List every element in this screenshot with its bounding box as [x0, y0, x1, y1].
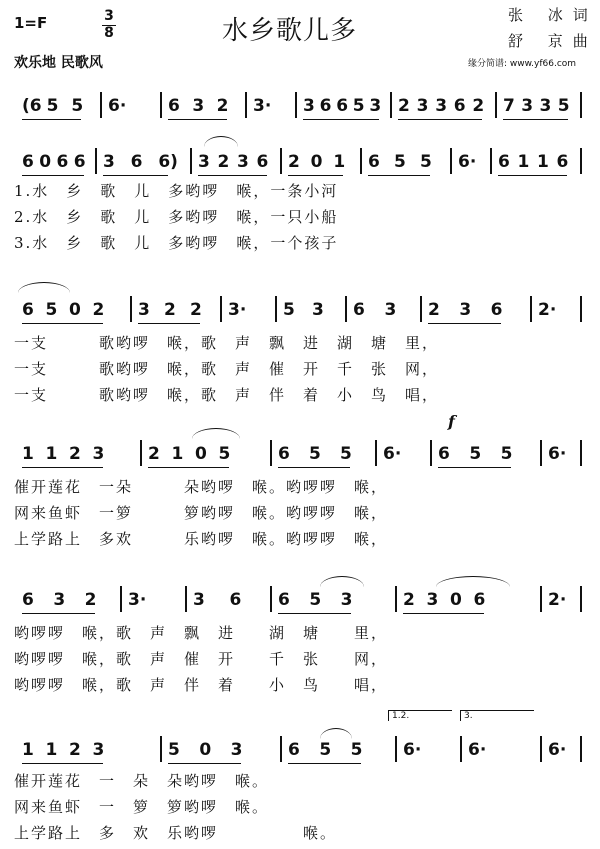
note: 3 — [459, 300, 472, 320]
note: 5 — [218, 444, 231, 464]
key-signature: 1=F — [14, 14, 48, 32]
bar-line — [495, 92, 497, 118]
beam-line — [164, 323, 200, 324]
bar-line — [395, 586, 397, 612]
lyric-line: 一支 歌哟啰 喉，歌 声 伴 着 小 鸟 唱， — [14, 386, 440, 404]
note: 5 — [319, 740, 332, 760]
lyric-line: 网来鱼虾 一箩 箩哟啰 喉。哟啰啰 喉， — [14, 504, 389, 522]
bar-line — [580, 440, 582, 466]
lyric-block — [14, 770, 590, 848]
note: 2 — [69, 444, 81, 464]
note: 2 — [190, 300, 202, 320]
bar-line — [295, 92, 297, 118]
bar-line — [580, 92, 582, 118]
note: 6· — [108, 96, 127, 116]
song-title: 水乡歌儿多 — [222, 16, 358, 46]
note: 3 — [435, 96, 448, 116]
note: 6· — [468, 740, 487, 760]
bar-line — [540, 586, 542, 612]
slur-mark — [436, 576, 510, 587]
bar-line — [270, 440, 272, 466]
note: 6 — [278, 590, 290, 610]
note: 2 — [288, 152, 300, 172]
note: 5 — [71, 96, 84, 116]
note: 3 — [138, 300, 150, 320]
beam-line — [459, 323, 500, 324]
lyric-line: 哟啰啰 喉，歌 声 伴 着 小 鸟 唱， — [14, 676, 389, 694]
note: 5 — [557, 96, 570, 116]
note: 6 — [473, 590, 486, 610]
beam-line — [131, 175, 169, 176]
beam-line — [469, 467, 510, 468]
note: 3 — [539, 96, 552, 116]
note: 1 — [22, 740, 34, 760]
note: (6 — [22, 96, 42, 116]
note: 0 — [39, 152, 52, 172]
bar-line — [345, 296, 347, 322]
note: 3 — [92, 740, 105, 760]
note: 3 — [384, 300, 397, 320]
slur-mark — [18, 282, 70, 293]
lyric-line: 上学路上 多欢 乐哟啰 喉。哟啰啰 喉， — [14, 530, 389, 548]
time-signature: 3 8 — [102, 9, 116, 41]
note: 3· — [253, 96, 272, 116]
note: 3 — [193, 590, 205, 610]
lyric-line: 催开莲花 一朵 朵哟啰 喉。哟啰啰 喉， — [14, 478, 389, 496]
note: 6· — [548, 444, 567, 464]
lyric-line: 上学路上 多 欢 乐哟啰 喉。 — [14, 824, 338, 842]
note: 5 — [45, 300, 58, 320]
note: 6 — [229, 590, 242, 610]
bar-line — [580, 586, 582, 612]
note: 1 — [171, 444, 184, 464]
lyric-line: 一支 歌哟啰 喉，歌 声 催 开 千 张 网， — [14, 360, 440, 378]
lyric-line: 1.水 乡 歌 儿 多哟啰 喉，一条小河 — [14, 182, 339, 200]
note: 3 — [303, 96, 315, 116]
note: 1 — [45, 444, 58, 464]
note: 2 — [472, 96, 485, 116]
bar-line — [185, 586, 187, 612]
note: 6 — [278, 444, 290, 464]
beam-line — [394, 175, 430, 176]
beam-line — [450, 613, 484, 614]
note: 6 — [22, 300, 34, 320]
note: 3 — [369, 96, 382, 116]
note: 5 — [309, 444, 321, 464]
note: 0 — [199, 740, 212, 760]
bar-line — [190, 148, 192, 174]
beam-line — [199, 763, 240, 764]
note: 0 — [69, 300, 81, 320]
note: 3· — [228, 300, 247, 320]
note: 5 — [309, 590, 322, 610]
beam-line — [353, 119, 380, 120]
note: 2 — [398, 96, 410, 116]
beam-line — [311, 175, 344, 176]
note: 3 — [426, 590, 439, 610]
note: 3· — [128, 590, 147, 610]
bar-line — [360, 148, 362, 174]
beam-line — [69, 467, 103, 468]
slur-mark — [320, 576, 364, 587]
note: 6 — [353, 300, 365, 320]
slur-mark — [192, 428, 240, 439]
note: 6· — [548, 740, 567, 760]
bar-line — [540, 440, 542, 466]
bar-line — [430, 440, 432, 466]
note: 2 — [84, 590, 97, 610]
bar-line — [460, 736, 462, 762]
bar-line — [580, 148, 582, 174]
beam-line — [309, 613, 350, 614]
bar-line — [450, 148, 452, 174]
beam-line — [540, 119, 568, 120]
lyric-line: 哟啰啰 喉，歌 声 催 开 千 张 网， — [14, 650, 389, 668]
beam-line — [53, 613, 94, 614]
note: 1 — [517, 152, 530, 172]
bar-line — [270, 586, 272, 612]
bar-line — [100, 92, 102, 118]
note: 6· — [458, 152, 477, 172]
lyric-line: 一支 歌哟啰 喉，歌 声 飘 进 湖 塘 里， — [14, 334, 440, 352]
note: 6 — [22, 152, 34, 172]
lyric-line: 哟啰啰 喉，歌 声 飘 进 湖 塘 里， — [14, 624, 389, 642]
note: 1 — [22, 444, 34, 464]
note: 6 — [336, 96, 349, 116]
note: 5 — [394, 152, 406, 172]
note: 6 — [438, 444, 450, 464]
note: 6 — [368, 152, 380, 172]
slur-mark — [320, 728, 352, 739]
note: 3 — [340, 590, 353, 610]
beam-line — [69, 763, 103, 764]
note: 3 — [230, 740, 243, 760]
note: 6 — [256, 152, 269, 172]
note: 6 — [130, 152, 143, 172]
bar-line — [395, 736, 397, 762]
composer-credit: 舒 京曲 — [508, 32, 598, 50]
note: 2· — [538, 300, 557, 320]
note: 2 — [148, 444, 160, 464]
note: 7 — [503, 96, 515, 116]
note: 6· — [383, 444, 402, 464]
bar-line — [275, 296, 277, 322]
note: 0 — [450, 590, 462, 610]
note: 6 — [556, 152, 569, 172]
note: 6 — [168, 96, 180, 116]
note: 5 — [283, 300, 295, 320]
volta-first-ending: 1.2. — [388, 710, 452, 721]
dynamic-marking: f — [448, 412, 455, 431]
note: 3 — [416, 96, 429, 116]
note: 0 — [195, 444, 207, 464]
note: 6 — [490, 300, 503, 320]
bar-line — [375, 440, 377, 466]
bar-line — [120, 586, 122, 612]
bar-line — [95, 148, 97, 174]
note: 2 — [217, 152, 230, 172]
beam-line — [47, 119, 82, 120]
note: 6 — [22, 590, 34, 610]
beam-line — [319, 763, 360, 764]
bar-line — [530, 296, 532, 322]
bar-line — [245, 92, 247, 118]
lyric-line: 3.水 乡 歌 儿 多哟啰 喉，一个孩子 — [14, 234, 339, 252]
bar-line — [280, 148, 282, 174]
lyric-block — [14, 622, 590, 700]
lyric-block — [14, 476, 590, 554]
tempo-marking: 欢乐地 民歌风 — [14, 55, 103, 71]
note: 3 — [198, 152, 210, 172]
bar-line — [580, 736, 582, 762]
note: 5 — [46, 96, 59, 116]
note: 6 — [56, 152, 69, 172]
bar-line — [390, 92, 392, 118]
note: 0 — [310, 152, 323, 172]
bar-line — [580, 296, 582, 322]
beam-line — [237, 175, 267, 176]
note: 6 — [319, 96, 332, 116]
lyric-block — [14, 332, 590, 410]
beam-line — [69, 323, 103, 324]
bar-line — [540, 736, 542, 762]
lyricist-credit: 张 冰词 — [508, 6, 598, 24]
note: 5 — [500, 444, 513, 464]
bar-line — [160, 92, 162, 118]
note: 2 — [216, 96, 229, 116]
note: 2 — [164, 300, 176, 320]
note: 5 — [340, 444, 352, 464]
note: 6 — [288, 740, 300, 760]
note: 1 — [333, 152, 346, 172]
note: 6 — [73, 152, 86, 172]
note: 5 — [352, 96, 365, 116]
bar-line — [140, 440, 142, 466]
beam-line — [454, 119, 483, 120]
score-row — [8, 96, 598, 140]
note: 2 — [69, 740, 81, 760]
lyric-line: 催开莲花 一 朵 朵哟啰 喉。 — [14, 772, 270, 790]
note: 1 — [45, 740, 58, 760]
volta-second-ending: 3. — [460, 710, 534, 721]
note: 6) — [158, 152, 178, 172]
note: 6 — [498, 152, 510, 172]
note: 2 — [403, 590, 415, 610]
lyric-line: 网来鱼虾 一 箩 箩哟啰 喉。 — [14, 798, 270, 816]
note: 1 — [537, 152, 549, 172]
note: 6 — [453, 96, 466, 116]
note: 5 — [420, 152, 432, 172]
bar-line — [420, 296, 422, 322]
note: 3 — [53, 590, 66, 610]
bar-line — [130, 296, 132, 322]
lyric-block — [14, 180, 590, 258]
bar-line — [160, 736, 162, 762]
note: 6· — [403, 740, 422, 760]
bar-line — [490, 148, 492, 174]
note: 3 — [92, 444, 105, 464]
note: 3 — [103, 152, 115, 172]
bar-line — [280, 736, 282, 762]
beam-line — [57, 175, 84, 176]
note: 5 — [350, 740, 363, 760]
beam-line — [537, 175, 567, 176]
note: 5 — [469, 444, 482, 464]
beam-line — [195, 467, 229, 468]
note: 3 — [237, 152, 249, 172]
note: 2 — [92, 300, 105, 320]
source-watermark: 缘分简谱: www.yf66.com — [468, 59, 577, 69]
note: 3 — [521, 96, 534, 116]
note: 5 — [168, 740, 180, 760]
beam-line — [192, 119, 226, 120]
note: 3 — [312, 300, 324, 320]
lyric-line: 2.水 乡 歌 儿 多哟啰 喉，一只小船 — [14, 208, 339, 226]
note: 2· — [548, 590, 567, 610]
note: 2 — [428, 300, 440, 320]
note: 3 — [192, 96, 205, 116]
bar-line — [220, 296, 222, 322]
beam-line — [309, 467, 350, 468]
